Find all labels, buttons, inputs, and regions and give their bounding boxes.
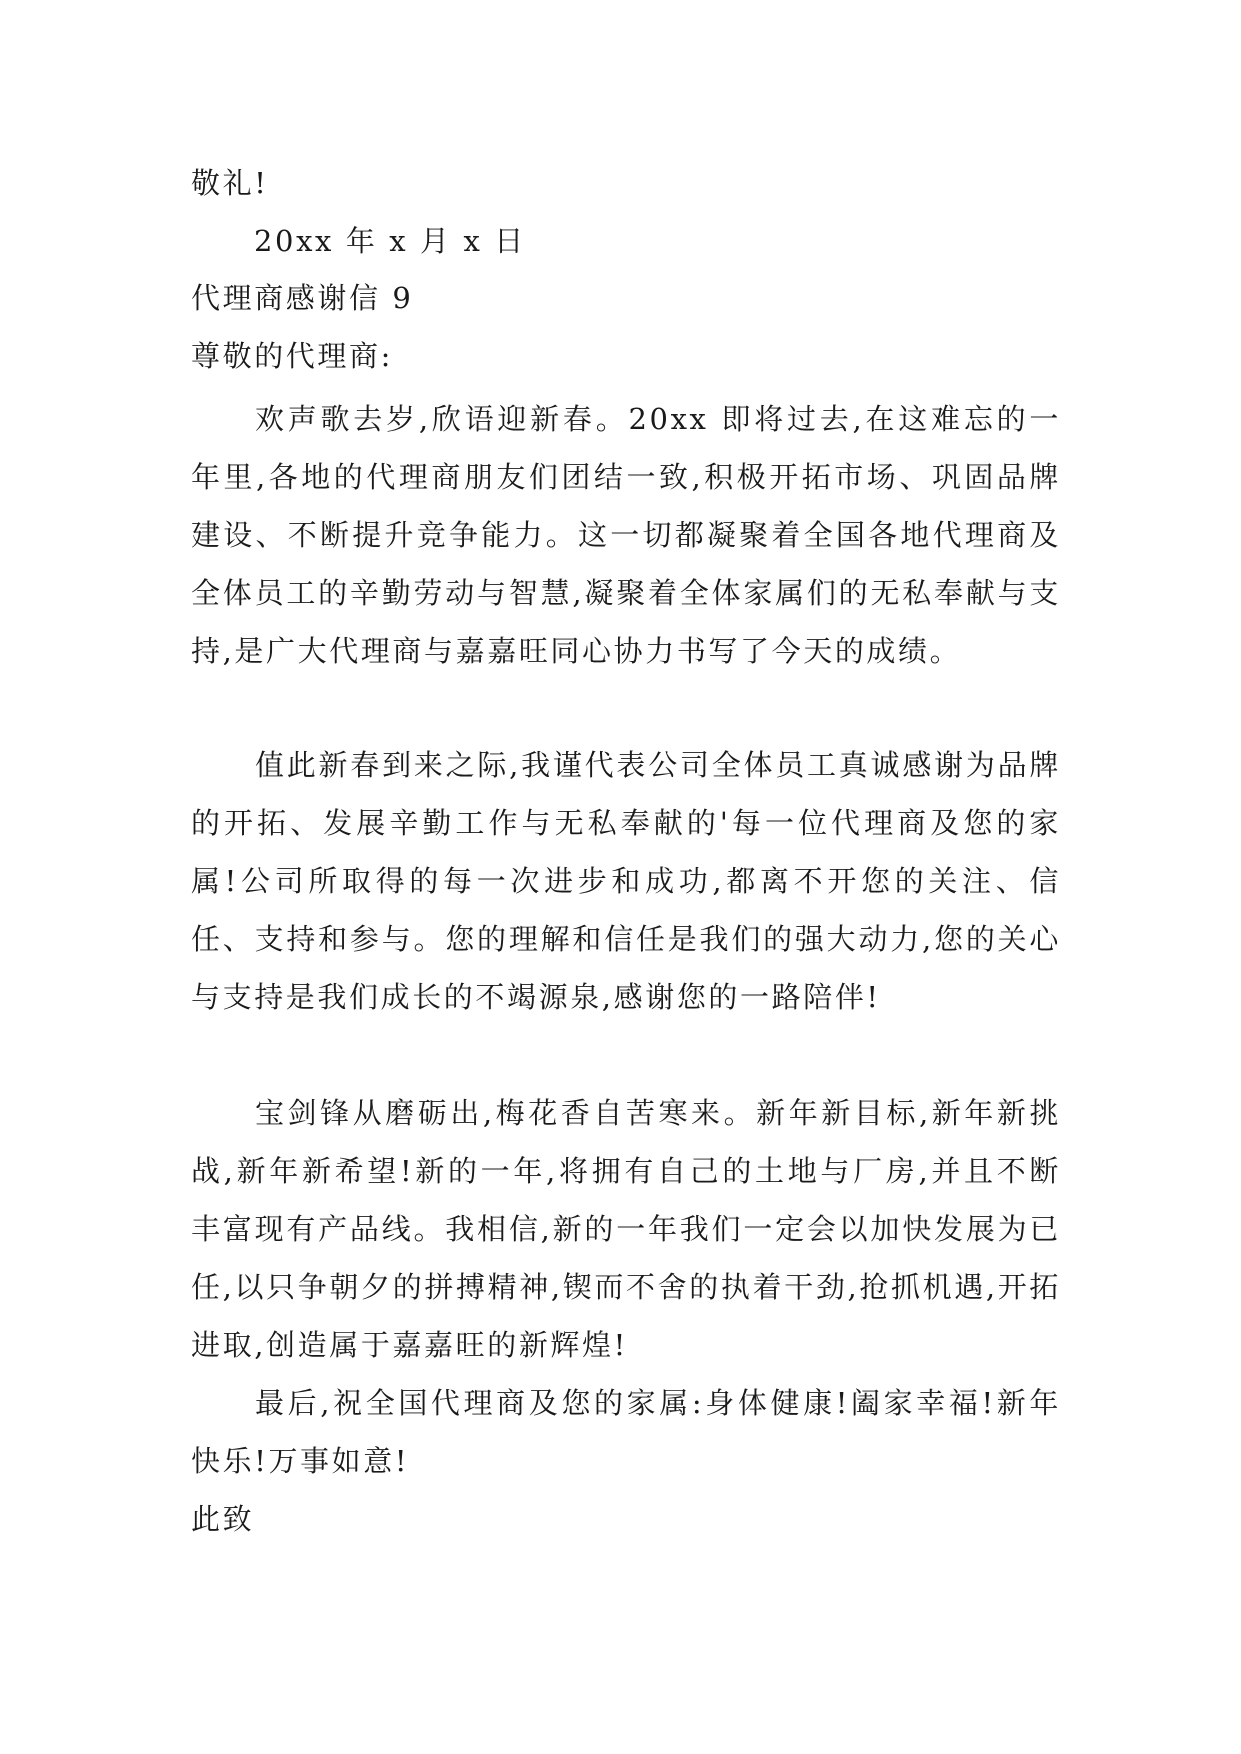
body-paragraph-4: 最后,祝全国代理商及您的家属:身体健康!阖家幸福!新年快乐!万事如意! — [191, 1386, 1061, 1478]
letter-date: 20xx 年 x 月 x 日 — [254, 224, 526, 258]
sign-off: 此致 — [191, 1502, 255, 1536]
letter-title: 代理商感谢信 9 — [191, 281, 414, 315]
letter-greeting: 尊敬的代理商: — [191, 339, 393, 373]
body-paragraph-1: 欢声歌去岁,欣语迎新春。20xx 即将过去,在这难忘的一年里,各地的代理商朋友们团结一致,积极开拓市场、巩固品牌建设、不断提升竞争能力。这一切都凝聚着全国各地代理商及全体员工的辛勤劳动与智慧,凝聚着全体家属们的无私奉献与支持,是广大代理商与嘉嘉旺同心协力书写了今天的成绩。 — [191, 402, 1061, 668]
closing-salute: 敬礼! — [191, 166, 269, 200]
body-paragraph-2: 值此新春到来之际,我谨代表公司全体员工真诚感谢为品牌的开拓、发展辛勤工作与无私奉献的'每一位代理商及您的家属!公司所取得的每一次进步和成功,都离不开您的关注、信任、支持和参与。您的理解和信任是我们的强大动力,您的关心与支持是我们成长的不竭源泉,感谢您的一路陪伴! — [191, 748, 1061, 1014]
body-paragraph-3: 宝剑锋从磨砺出,梅花香自苦寒来。新年新目标,新年新挑战,新年新希望!新的一年,将拥有自己的土地与厂房,并且不断丰富现有产品线。我相信,新的一年我们一定会以加快发展为已任,以只争朝夕的拼搏精神,锲而不舍的执着干劲,抢抓机遇,开拓进取,创造属于嘉嘉旺的新辉煌! — [191, 1096, 1061, 1362]
